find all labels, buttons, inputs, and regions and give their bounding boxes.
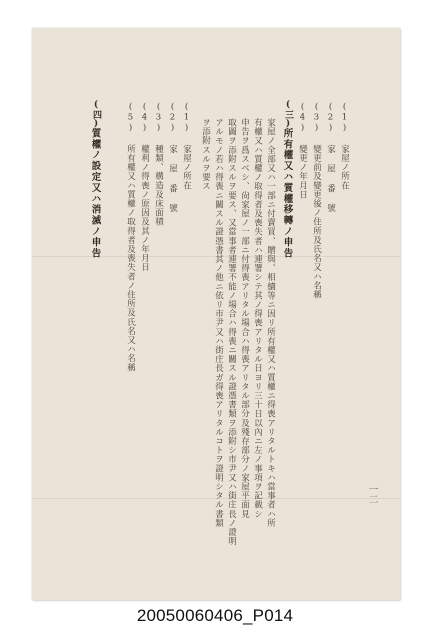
body-line: 申告ヲ爲スベシ、尙家屋ノ一部ニ付得喪アリタル場合ハ得喪アリタル部分及殘存部分ノ家屋平面見 (239, 118, 250, 519)
section-marker: (四) (91, 100, 101, 129)
item-house-number: (2) 家 屋 番 號 (167, 102, 178, 213)
item-location: (1) 家屋ノ所在 (339, 102, 350, 190)
section-heading: 所有權又ハ質權移轉ノ申告 (281, 128, 293, 259)
item-cause-date: (4) 權利ノ得喪ノ原因及其ノ年月日 (139, 102, 150, 272)
body-line: 取圖ヲ添附スルヲ要ス、又當事者連署不能ノ場合ハ得喪ニ關スル證憑書類ヲ添附シ市尹又ハ街庄長ノ證明 (226, 118, 237, 546)
item-address-change: (3) 變更前及變更後ノ住所及氏名又ハ名稱 (311, 102, 322, 300)
body-line: ヲ添附スルヲ要ス (200, 118, 211, 191)
image-caption: 20050060406_P014 (136, 606, 294, 625)
item-acquirer-loser: (5) 所有權又ハ質權ノ取得者及喪失者ノ住所及氏名又ハ名稱 (125, 102, 136, 372)
item-change-date: (4) 變更ノ年月日 (297, 102, 308, 199)
item-location: (1) 家屋ノ所在 (181, 102, 192, 190)
body-line: 家屋ノ全部又ハ一部ニ付賣買、贈與、相續等ニ因リ所有權又ハ質權ニ得喪アリタルトキハ當事者ハ所 (265, 118, 276, 528)
item-house-number: (2) 家 屋 番 號 (325, 102, 336, 213)
section-heading: 質權ノ設定又ハ消滅ノ申告 (89, 128, 101, 259)
item-type-structure: (3) 種類、構造及床面積 (153, 102, 164, 227)
body-line: アルモノ若ハ得喪ニ關スル證憑書其ノ他ニ依リ市尹又ハ街庄長ガ得喪アリタルコトヲ證明シタル書類 (213, 118, 224, 528)
section-marker: (三) (283, 100, 293, 129)
body-line: 有權又ハ質權ノ取得者及喪失者ハ連署シテ其ノ得喪アリタル日ヨリ三十日以內ニ左ノ事項ヲ記載シ (252, 118, 263, 519)
document-page (32, 28, 400, 600)
page-number: 一二 (366, 484, 377, 504)
